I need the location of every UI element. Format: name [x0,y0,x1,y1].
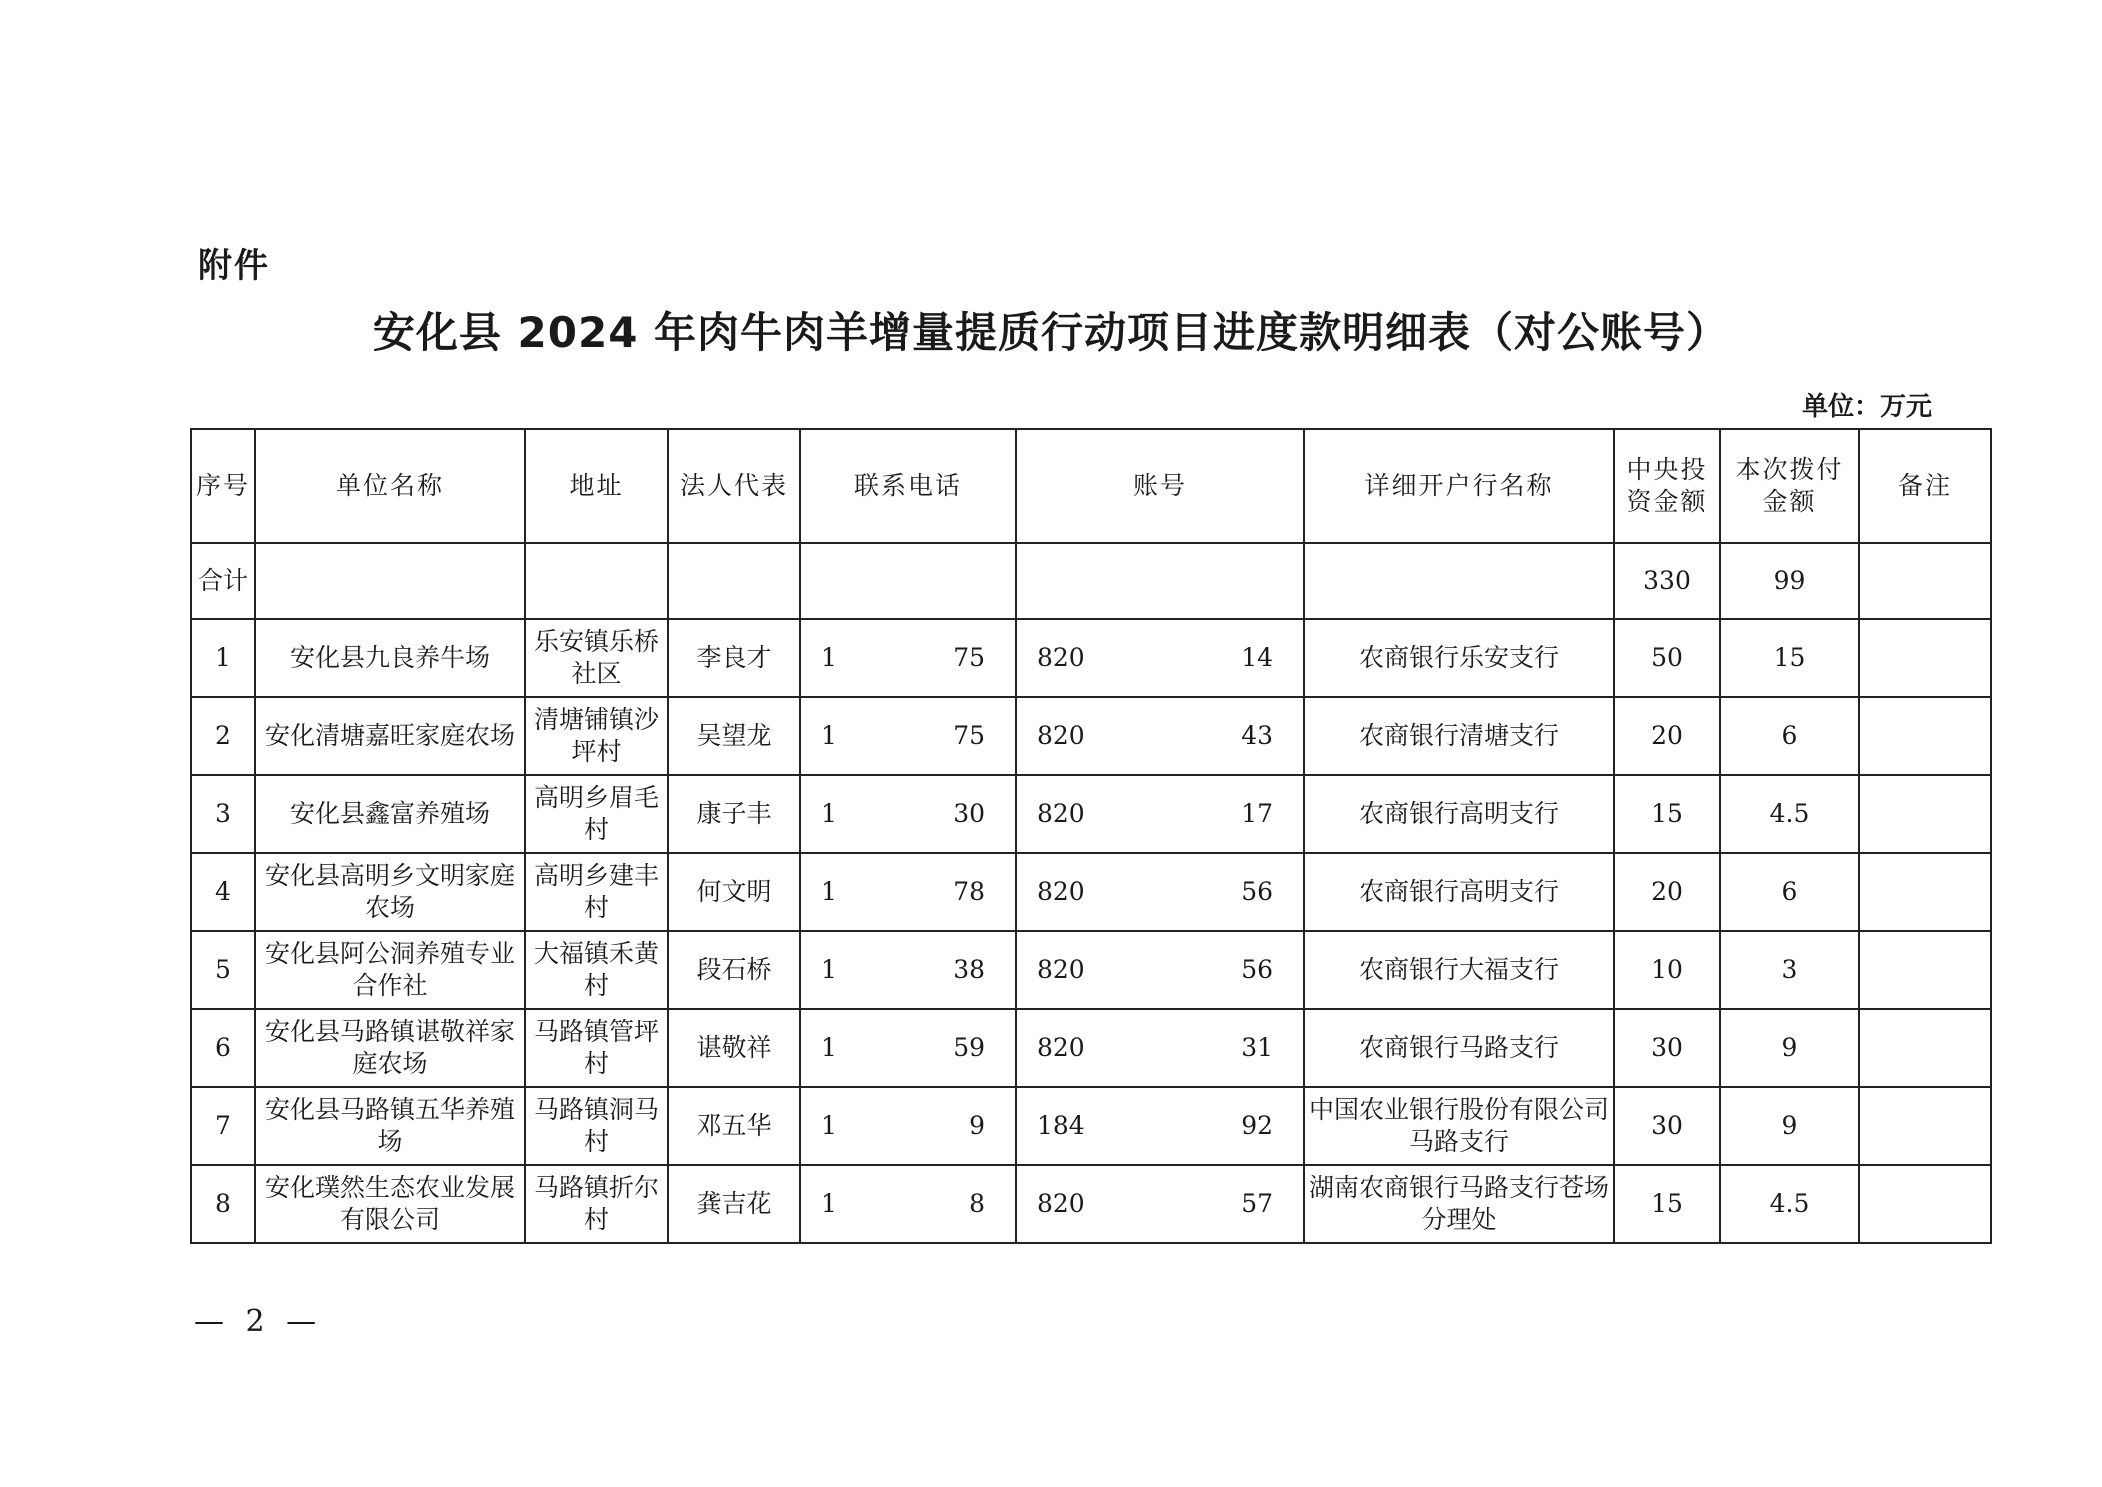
row-legal-rep: 邓五华 [668,1087,800,1165]
total-empty-cell [1304,543,1614,619]
row-account [1016,775,1304,853]
row-phone-visible-tail: 8 [969,1188,985,1218]
row-phone [800,1009,1016,1087]
row-unit-name: 安化县马路镇谌敬祥家庭农场 [255,1009,525,1087]
row-seq: 5 [191,931,255,1009]
row-phone [800,1165,1016,1243]
row-unit-name: 安化清塘嘉旺家庭农场 [255,697,525,775]
row-seq: 7 [191,1087,255,1165]
row-payment-amount: 6 [1720,697,1859,775]
row-seq: 2 [191,697,255,775]
row-remark [1859,853,1991,931]
row-unit-name: 安化县鑫富养殖场 [255,775,525,853]
row-payment-amount: 4.5 [1720,1165,1859,1243]
row-account-visible-head: 820 [1037,1188,1085,1218]
row-legal-rep: 康子丰 [668,775,800,853]
row-payment-amount: 9 [1720,1087,1859,1165]
row-central-investment: 10 [1614,931,1720,1009]
header-payment-amount: 本次拨付金额 [1720,429,1859,543]
row-remark [1859,619,1991,697]
row-bank: 农商银行大福支行 [1304,931,1614,1009]
total-empty-cell [668,543,800,619]
row-central-investment: 15 [1614,775,1720,853]
row-payment-amount: 6 [1720,853,1859,931]
row-legal-rep: 龚吉花 [668,1165,800,1243]
row-payment-amount: 4.5 [1720,775,1859,853]
row-account [1016,1087,1304,1165]
row-unit-name: 安化县阿公洞养殖专业合作社 [255,931,525,1009]
row-central-investment: 30 [1614,1009,1720,1087]
row-account [1016,1165,1304,1243]
unit-label: 单位：万元 [1801,392,1932,422]
row-phone-visible-tail: 59 [953,1032,985,1062]
header-account: 账号 [1016,429,1304,543]
row-phone-visible-tail: 75 [953,642,985,672]
row-central-investment: 20 [1614,853,1720,931]
row-phone-visible-head: 1 [821,720,837,750]
row-remark [1859,1009,1991,1087]
total-empty-cell [1016,543,1304,619]
row-phone-visible-tail: 30 [953,798,985,828]
row-legal-rep: 李良才 [668,619,800,697]
row-account-visible-tail: 43 [1241,720,1273,750]
row-account-visible-head: 820 [1037,876,1085,906]
row-seq: 1 [191,619,255,697]
row-account-visible-tail: 14 [1241,642,1273,672]
row-payment-amount: 3 [1720,931,1859,1009]
row-address: 马路镇管坪村 [525,1009,668,1087]
row-account [1016,697,1304,775]
row-legal-rep: 段石桥 [668,931,800,1009]
row-account-visible-head: 820 [1037,798,1085,828]
total-empty-cell [255,543,525,619]
row-legal-rep: 吴望龙 [668,697,800,775]
row-account-visible-head: 820 [1037,954,1085,984]
row-unit-name: 安化县高明乡文明家庭农场 [255,853,525,931]
row-phone [800,775,1016,853]
row-account-visible-tail: 56 [1241,876,1273,906]
row-address: 马路镇折尔村 [525,1165,668,1243]
header-legal-rep: 法人代表 [668,429,800,543]
page-number: — 2 — [194,1304,323,1339]
row-remark [1859,1087,1991,1165]
total-row [191,543,1991,619]
table-row [191,1009,1991,1087]
header-seq: 序号 [191,429,255,543]
row-phone-visible-head: 1 [821,954,837,984]
row-account-visible-head: 184 [1037,1110,1085,1140]
row-central-investment: 15 [1614,1165,1720,1243]
header-address: 地址 [525,429,668,543]
header-bank: 详细开户行名称 [1304,429,1614,543]
row-account-visible-tail: 57 [1241,1188,1273,1218]
row-bank: 农商银行高明支行 [1304,775,1614,853]
row-remark [1859,775,1991,853]
row-seq: 8 [191,1165,255,1243]
table-row [191,1087,1991,1165]
row-phone [800,1087,1016,1165]
header-phone: 联系电话 [800,429,1016,543]
row-legal-rep: 何文明 [668,853,800,931]
row-account [1016,619,1304,697]
total-central-investment: 330 [1614,543,1720,619]
row-phone [800,931,1016,1009]
row-account-visible-tail: 92 [1241,1110,1273,1140]
row-phone-visible-tail: 75 [953,720,985,750]
header-remark: 备注 [1859,429,1991,543]
total-label: 合计 [191,543,255,619]
row-bank: 农商银行清塘支行 [1304,697,1614,775]
row-payment-amount: 15 [1720,619,1859,697]
header-central-investment: 中央投资金额 [1614,429,1720,543]
row-account-visible-tail: 31 [1241,1032,1273,1062]
row-address: 高明乡眉毛村 [525,775,668,853]
row-phone [800,853,1016,931]
progress-payment-table [190,428,1992,1244]
row-phone-visible-head: 1 [821,1032,837,1062]
row-unit-name: 安化璞然生态农业发展有限公司 [255,1165,525,1243]
row-remark [1859,931,1991,1009]
table-header-row [191,429,1991,543]
row-phone-visible-head: 1 [821,876,837,906]
row-address: 高明乡建丰村 [525,853,668,931]
table-row [191,697,1991,775]
total-remark [1859,543,1991,619]
total-empty-cell [525,543,668,619]
row-central-investment: 30 [1614,1087,1720,1165]
row-phone [800,619,1016,697]
row-account-visible-tail: 56 [1241,954,1273,984]
document-title: 安化县 2024 年肉牛肉羊增量提质行动项目进度款明细表（对公账号） [372,308,1730,357]
row-address: 乐安镇乐桥社区 [525,619,668,697]
row-seq: 4 [191,853,255,931]
row-bank: 农商银行马路支行 [1304,1009,1614,1087]
row-bank: 中国农业银行股份有限公司马路支行 [1304,1087,1614,1165]
row-central-investment: 50 [1614,619,1720,697]
row-phone-visible-head: 1 [821,798,837,828]
row-address: 大福镇禾黄村 [525,931,668,1009]
row-account [1016,853,1304,931]
row-account-visible-head: 820 [1037,642,1085,672]
row-remark [1859,1165,1991,1243]
row-phone-visible-head: 1 [821,1188,837,1218]
row-payment-amount: 9 [1720,1009,1859,1087]
table-row [191,931,1991,1009]
row-phone-visible-head: 1 [821,1110,837,1140]
row-bank: 湖南农商银行马路支行苍场分理处 [1304,1165,1614,1243]
row-phone [800,697,1016,775]
row-address: 清塘铺镇沙坪村 [525,697,668,775]
row-phone-visible-head: 1 [821,642,837,672]
row-seq: 3 [191,775,255,853]
table-row [191,1165,1991,1243]
table-row [191,619,1991,697]
row-account [1016,1009,1304,1087]
attachment-label: 附件 [198,246,270,286]
row-central-investment: 20 [1614,697,1720,775]
header-unit-name: 单位名称 [255,429,525,543]
table-row [191,853,1991,931]
row-seq: 6 [191,1009,255,1087]
total-payment-amount: 99 [1720,543,1859,619]
row-account [1016,931,1304,1009]
row-account-visible-tail: 17 [1241,798,1273,828]
row-phone-visible-tail: 78 [953,876,985,906]
row-account-visible-head: 820 [1037,1032,1085,1062]
row-bank: 农商银行乐安支行 [1304,619,1614,697]
table-row [191,775,1991,853]
row-remark [1859,697,1991,775]
row-phone-visible-tail: 38 [953,954,985,984]
row-bank: 农商银行高明支行 [1304,853,1614,931]
row-legal-rep: 谌敬祥 [668,1009,800,1087]
total-empty-cell [800,543,1016,619]
row-unit-name: 安化县马路镇五华养殖场 [255,1087,525,1165]
row-phone-visible-tail: 9 [969,1110,985,1140]
row-unit-name: 安化县九良养牛场 [255,619,525,697]
row-address: 马路镇洞马村 [525,1087,668,1165]
row-account-visible-head: 820 [1037,720,1085,750]
